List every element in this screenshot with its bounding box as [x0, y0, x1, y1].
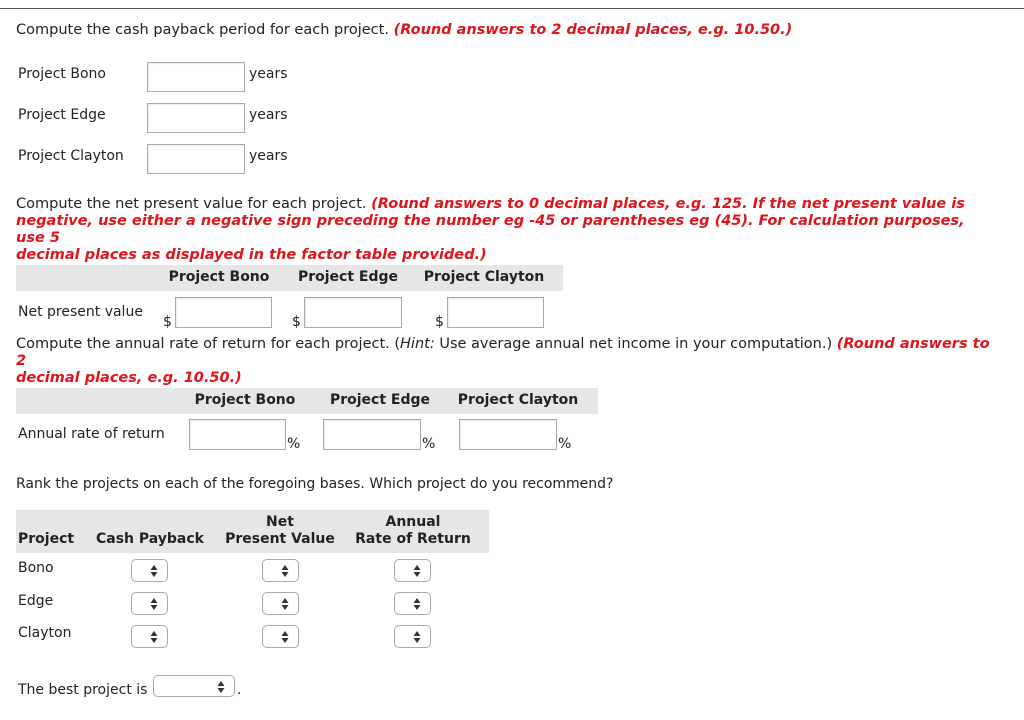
payback-input-edge[interactable]	[147, 103, 245, 133]
rank-select-edge-payback[interactable]	[131, 592, 168, 615]
payback-input-clayton[interactable]	[147, 144, 245, 174]
arr-input-clayton[interactable]	[459, 419, 557, 450]
arr-unit-bono: %	[287, 436, 301, 452]
top-divider	[0, 8, 1024, 9]
arr-hint-label: Hint:	[400, 336, 435, 352]
npv-instruction-line3: decimal places as displayed in the factor table provided.)	[16, 247, 487, 263]
npv-header-clayton: Project Clayton	[423, 269, 545, 285]
arr-unit-edge: %	[422, 436, 436, 452]
rank-header-npv-line1: Net	[266, 514, 294, 530]
arr-unit-clayton: %	[558, 436, 572, 452]
select-arrows-icon	[280, 596, 290, 612]
arr-instruction-a: (Round answers to 2	[16, 336, 990, 369]
payback-instruction: (Round answers to 2 decimal places, e.g. 10.50.)	[393, 22, 793, 38]
payback-unit-clayton: years	[249, 148, 288, 164]
payback-label-edge: Project Edge	[18, 107, 106, 123]
rank-header-npv-line2: Present Value	[225, 531, 335, 547]
arr-row-label: Annual rate of return	[18, 426, 165, 442]
select-arrows-icon	[412, 629, 422, 645]
select-arrows-icon	[149, 629, 159, 645]
arr-input-edge[interactable]	[323, 419, 421, 450]
arr-header-bono: Project Bono	[194, 392, 296, 408]
arr-question	[16, 336, 996, 387]
npv-question	[16, 196, 996, 264]
arr-prompt-post: Use average annual net income in your computation.)	[434, 336, 837, 352]
rank-select-bono-npv[interactable]	[262, 559, 299, 582]
payback-unit-bono: years	[249, 66, 288, 82]
payback-unit-edge: years	[249, 107, 288, 123]
rank-row-label-clayton: Clayton	[18, 625, 72, 641]
npv-instruction-line2: negative, use either a negative sign preceding the number eg -45 or parentheses eg (45). For calculation purposes, use 5	[16, 213, 965, 246]
npv-currency-clayton: $	[435, 314, 444, 330]
rank-select-clayton-arr[interactable]	[394, 625, 431, 648]
arr-input-bono[interactable]	[189, 419, 286, 450]
select-arrows-icon	[280, 563, 290, 579]
npv-currency-bono: $	[163, 314, 172, 330]
select-arrows-icon	[280, 629, 290, 645]
arr-header-edge: Project Edge	[329, 392, 431, 408]
rank-row-label-bono: Bono	[18, 560, 54, 576]
payback-question	[16, 22, 996, 39]
payback-input-bono[interactable]	[147, 62, 245, 92]
payback-label-bono: Project Bono	[18, 66, 106, 82]
npv-instruction-line1: (Round answers to 0 decimal places, e.g. 125. If the net present value is	[371, 196, 965, 212]
npv-input-edge[interactable]	[304, 297, 402, 328]
npv-row-label: Net present value	[18, 304, 143, 320]
rank-header-arr-line2: Rate of Return	[355, 531, 471, 547]
rank-select-bono-arr[interactable]	[394, 559, 431, 582]
arr-header-clayton: Project Clayton	[457, 392, 579, 408]
best-project-period: .	[237, 682, 242, 698]
select-arrows-icon	[149, 596, 159, 612]
arr-prompt-pre: Compute the annual rate of return for each project. (	[16, 336, 401, 352]
select-arrows-icon	[216, 679, 226, 695]
select-arrows-icon	[412, 563, 422, 579]
rank-header-arr-line1: Annual	[385, 514, 441, 530]
npv-header-bono: Project Bono	[168, 269, 270, 285]
rank-select-edge-arr[interactable]	[394, 592, 431, 615]
rank-header-project: Project	[18, 531, 75, 547]
npv-currency-edge: $	[292, 314, 301, 330]
payback-prompt: Compute the cash payback period for each project.	[16, 22, 389, 38]
npv-input-clayton[interactable]	[447, 297, 544, 328]
npv-prompt: Compute the net present value for each project.	[16, 196, 367, 212]
rank-row-label-edge: Edge	[18, 593, 54, 609]
npv-header-edge: Project Edge	[297, 269, 399, 285]
rank-select-clayton-npv[interactable]	[262, 625, 299, 648]
rank-select-clayton-payback[interactable]	[131, 625, 168, 648]
select-arrows-icon	[149, 563, 159, 579]
rank-prompt: Rank the projects on each of the foregoing bases. Which project do you recommend?	[16, 476, 614, 492]
rank-select-bono-payback[interactable]	[131, 559, 168, 582]
rank-header-payback: Cash Payback	[95, 531, 204, 547]
best-project-select[interactable]	[153, 675, 235, 697]
arr-instruction-b: decimal places, e.g. 10.50.)	[16, 370, 242, 386]
rank-select-edge-npv[interactable]	[262, 592, 299, 615]
best-project-label: The best project is	[18, 682, 148, 698]
payback-label-clayton: Project Clayton	[18, 148, 124, 164]
npv-input-bono[interactable]	[175, 297, 272, 328]
select-arrows-icon	[412, 596, 422, 612]
